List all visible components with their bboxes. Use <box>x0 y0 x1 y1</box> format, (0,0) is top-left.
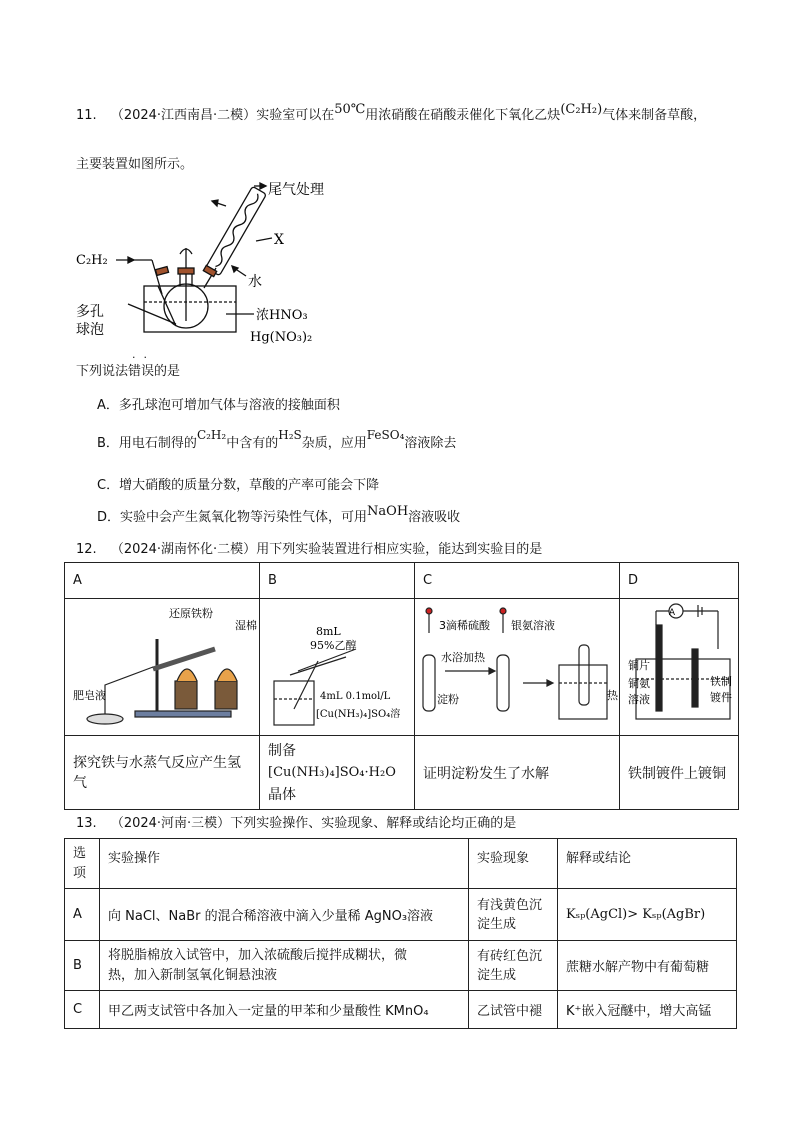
option-text: 杂质，应用 <box>301 436 367 451</box>
q12-figure-row <box>65 599 739 736</box>
q13-source: （2024·河南·三模） <box>110 816 231 831</box>
fig-c-label-bath: 水浴加热 <box>441 651 485 664</box>
ethanol-beaker-figure <box>260 599 414 731</box>
option-formula: C₂H₂ <box>196 428 227 442</box>
q13-row-c-phenomenon: 乙试管中褪 <box>469 991 558 1029</box>
q12-header-c: C <box>415 563 620 599</box>
q12-answer-b <box>260 736 415 810</box>
q11-ask: 下列说法错误的是 <box>76 364 181 379</box>
q11-option-a <box>97 394 340 413</box>
q13-row-b-phenomenon-1: 有砖红色沉 <box>477 948 543 964</box>
q11-stem-a: 实验室可以在 <box>256 108 335 123</box>
fig-d-label-solution: 溶液 <box>628 693 650 706</box>
q12-figure-b <box>260 599 415 736</box>
q13-row-b-option: B <box>65 941 100 991</box>
q13-row-b-conclusion: 蔗糖水解产物中有葡萄糖 <box>558 941 737 991</box>
table-row <box>65 941 737 991</box>
q11-stem-c: 气体来制备草酸， <box>602 108 707 123</box>
q13-header-option <box>65 839 100 889</box>
q11-stem-b: 用浓硝酸在硝酸汞催化下氧化乙炔 <box>365 108 561 123</box>
q12-answer-a-line2: 气 <box>73 774 87 791</box>
option-text: 中含有的 <box>226 436 279 451</box>
q11-number: 11. <box>76 108 97 123</box>
fig-c-label-starch: 淀粉 <box>437 693 459 706</box>
q11-option-d <box>97 506 460 525</box>
option-key: A． <box>97 398 119 413</box>
hno3-label: 浓HNO₃ <box>256 308 308 323</box>
q12-header-d: D <box>620 563 739 599</box>
fig-b-label-ethanol: 95%乙醇 <box>310 639 357 652</box>
q13-row-a-conclusion: Kₛₚ(AgCl)> Kₛₚ(AgBr) <box>558 889 737 941</box>
bubbler-label: 多孔 <box>76 304 104 320</box>
fig-d-label-plate: 镀件 <box>710 691 732 704</box>
option-text: 溶液吸收 <box>408 510 461 525</box>
fig-a-label-iron: 还原铁粉 <box>169 607 213 620</box>
q11-option-b <box>97 428 457 451</box>
q11-apparatus-figure <box>76 176 376 348</box>
table-row <box>65 991 737 1029</box>
q12-figure-d <box>620 599 739 736</box>
q12-number: 12. <box>76 542 97 557</box>
q12-answer-a-line1: 探究铁与水蒸气反应产生氢 <box>73 754 241 771</box>
q13-row-a-phenomenon-2: 淀生成 <box>477 916 517 932</box>
q12-answer-b-line1: 制备 <box>268 742 296 759</box>
option-text: 增大硝酸的质量分数，草酸的产率可能会下降 <box>119 478 380 493</box>
q12-answer-c: 证明淀粉发生了水解 <box>415 736 620 810</box>
fig-d-label-copper: 铜片 <box>628 659 650 672</box>
q13-table <box>64 838 737 1029</box>
q13-row-b-operation-1: 将脱脂棉放入试管中，加入浓硫酸后搅拌成糊状，微 <box>108 947 408 963</box>
q12-stem-text: 用下列实验装置进行相应实验，能达到实验目的是 <box>256 542 543 557</box>
q12-source: （2024·湖南怀化·二模） <box>110 542 257 557</box>
q11-source: （2024·江西南昌·二模） <box>110 108 257 123</box>
fig-d-label-iron: 铁制 <box>710 675 732 688</box>
q12-table <box>64 562 739 810</box>
fig-b-label-conc: 4mL 0.1mol/L <box>320 691 391 702</box>
option-text: 多孔球泡可增加气体与溶液的接触面积 <box>118 398 340 413</box>
iron-steam-apparatus <box>65 599 259 731</box>
q12-stem <box>76 538 542 557</box>
q13-row-b-operation <box>100 941 469 991</box>
q11-line2: 主要装置如图所示。 <box>76 157 194 172</box>
q11-formula: (C₂H₂) <box>560 102 603 117</box>
q13-row-b-operation-2: 热，加入新制氢氧化铜悬浊液 <box>108 967 278 983</box>
option-text: 实验中会产生氮氧化物等污染性气体，可用 <box>120 510 368 525</box>
water-label: 水 <box>248 274 262 290</box>
q12-figure-a <box>65 599 260 736</box>
exhaust-label: 尾气处理 <box>268 182 324 198</box>
q13-row-c-conclusion: K⁺嵌入冠醚中，增大高锰 <box>558 991 737 1029</box>
hgno3-label: Hg(NO₃)₂ <box>250 330 313 345</box>
c2h2-label: C₂H₂ <box>76 253 108 268</box>
q13-header-operation: 实验操作 <box>100 839 469 889</box>
q13-header-option-1: 选 <box>73 845 87 861</box>
q13-row-a-option: A <box>65 889 100 941</box>
bubbler-label-2: 球泡 <box>76 322 104 338</box>
q12-answer-row <box>65 736 739 810</box>
q13-stem-text: 下列实验操作、实验现象、解释或结论均正确的是 <box>230 816 517 831</box>
fig-d-label-cuamm: 铜氨 <box>628 677 650 690</box>
option-key: D． <box>97 510 121 525</box>
starch-hydrolysis-figure <box>415 599 619 731</box>
q11-option-c <box>97 474 379 493</box>
q12-figure-c <box>415 599 620 736</box>
q13-stem <box>76 812 516 831</box>
option-formula: FeSO₄ <box>366 428 405 442</box>
ammeter-label: A <box>668 608 676 618</box>
q13-header-phenomenon: 实验现象 <box>469 839 558 889</box>
q13-row-b-phenomenon-2: 淀生成 <box>477 967 517 983</box>
q13-header-conclusion: 解释或结论 <box>558 839 737 889</box>
q13-row-b-phenomenon <box>469 941 558 991</box>
option-key: B． <box>97 436 119 451</box>
q12-answer-b-formula: [Cu(NH₃)₄]SO₄·H₂O <box>268 764 396 780</box>
q13-row-c-operation: 甲乙两支试管中各加入一定量的甲苯和少量酸性 KMnO₄ <box>100 991 469 1029</box>
q12-answer-d: 铁制镀件上镀铜 <box>620 736 739 810</box>
q12-answer-a <box>65 736 260 810</box>
fig-a-label-soap: 肥皂液 <box>73 689 106 702</box>
q13-row-a-phenomenon <box>469 889 558 941</box>
q13-header-option-2: 项 <box>73 865 87 881</box>
option-text: 溶液除去 <box>404 436 457 451</box>
q12-header-b: B <box>260 563 415 599</box>
fig-b-label-8ml: 8mL <box>316 625 341 638</box>
x-label: X <box>274 232 284 248</box>
fig-a-label-cotton: 湿棉 <box>235 619 257 632</box>
water-bath <box>144 286 236 332</box>
fig-c-label-silver: 银氨溶液 <box>511 619 555 632</box>
q11-stem <box>76 104 706 123</box>
electroplating-figure <box>620 599 738 731</box>
option-formula: H₂S <box>278 428 302 442</box>
option-formula: NaOH <box>367 504 409 519</box>
fig-c-label-hot: 热 <box>607 689 618 702</box>
fig-c-label-acid: 3滴稀硫酸 <box>439 619 490 632</box>
q13-row-c-option: C <box>65 991 100 1029</box>
option-text: 用电石制得的 <box>118 436 197 451</box>
q12-header-row <box>65 563 739 599</box>
q13-row-a-phenomenon-1: 有浅黄色沉 <box>477 897 543 913</box>
q12-header-a: A <box>65 563 260 599</box>
q13-row-a-operation: 向 NaCl、NaBr 的混合稀溶液中滴入少量稀 AgNO₃溶液 <box>100 889 469 941</box>
q12-answer-b-line3: 晶体 <box>268 786 296 803</box>
table-row <box>65 889 737 941</box>
q13-header-row <box>65 839 737 889</box>
q11-temp: 50℃ <box>334 102 366 117</box>
q13-number: 13. <box>76 816 97 831</box>
option-key: C． <box>97 478 120 493</box>
emphasis-dots: ·· <box>132 351 155 364</box>
fig-b-label-solution: [Cu(NH₃)₄]SO₄溶 <box>316 709 401 720</box>
